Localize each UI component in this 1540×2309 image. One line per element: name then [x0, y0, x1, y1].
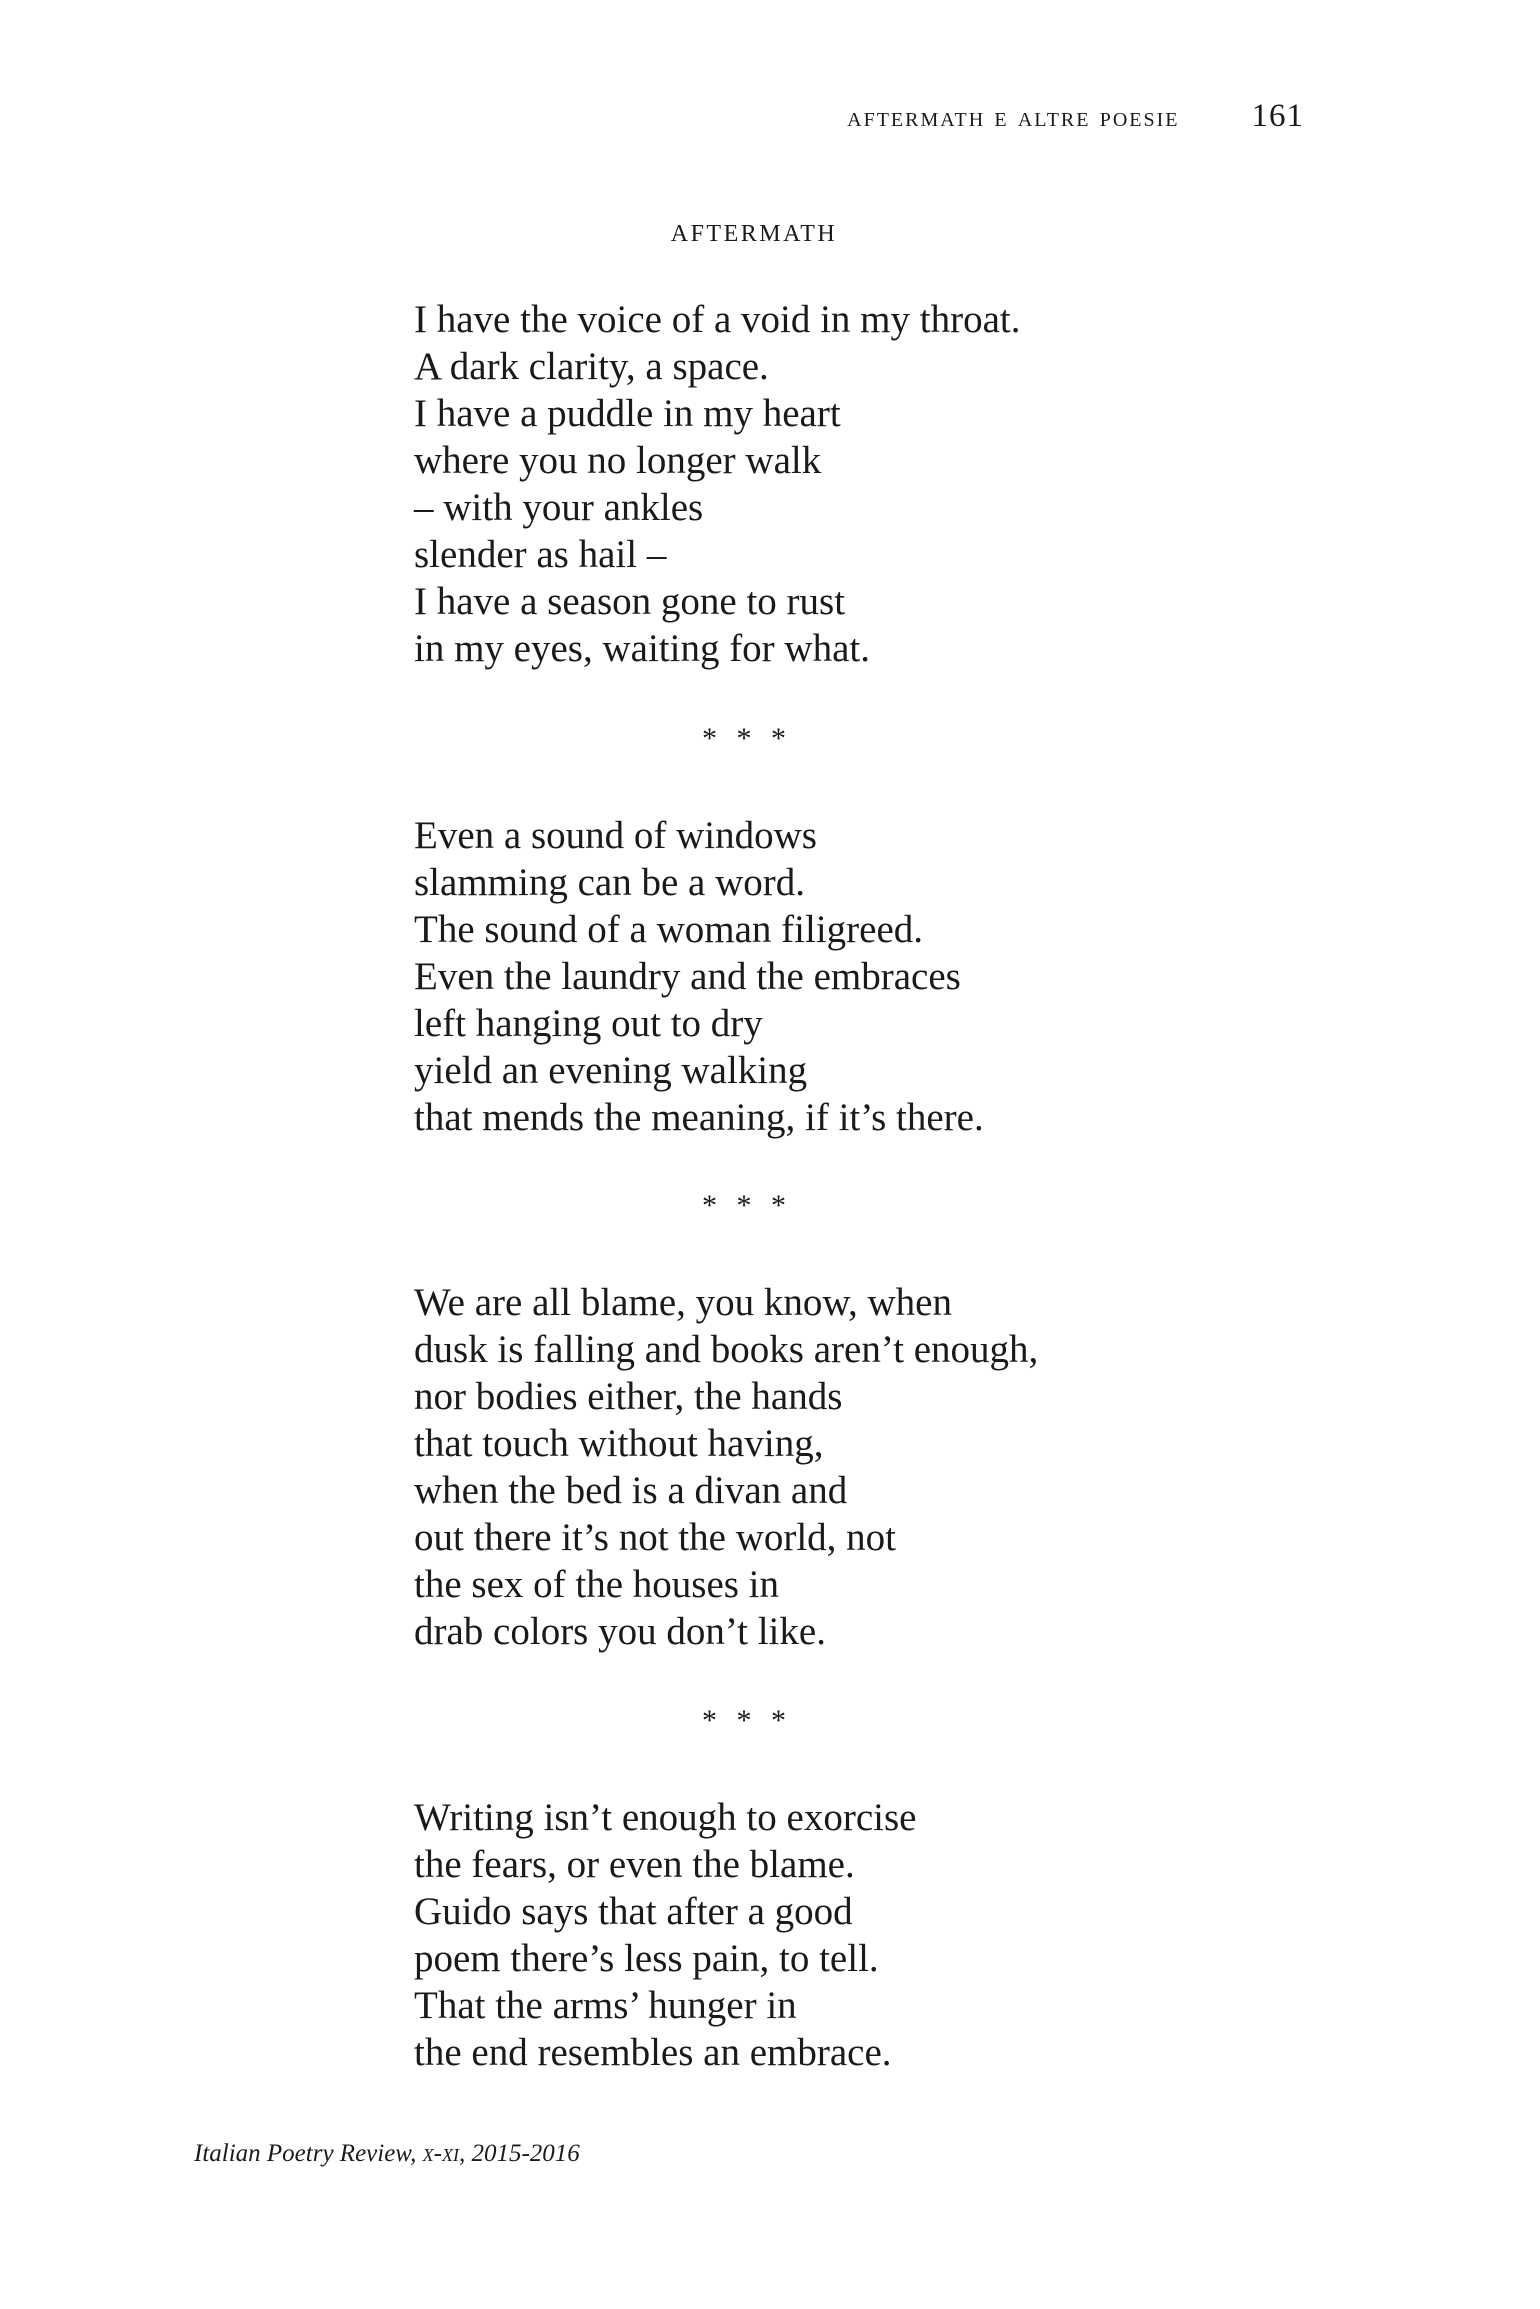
stanza-1: [414, 296, 1114, 672]
poem-line: Writing isn’t enough to exorcise: [414, 1796, 917, 1839]
poem-title: aftermath: [670, 212, 838, 249]
poem-line: slamming can be a word.: [414, 861, 805, 904]
poem-line: nor bodies either, the hands: [414, 1375, 843, 1418]
poem-line: Guido says that after a good: [414, 1890, 853, 1933]
poem-line: A dark clarity, a space.: [414, 345, 769, 388]
section-separator: * * *: [702, 722, 792, 755]
poem-line: We are all blame, you know, when: [414, 1281, 952, 1324]
poem-line: poem there’s less pain, to tell.: [414, 1937, 879, 1980]
poem-line: I have the voice of a void in my throat.: [414, 298, 1021, 341]
stanza-4: [414, 1794, 1114, 2076]
poem-line: out there it’s not the world, not: [414, 1516, 897, 1559]
poem-line: dusk is falling and books aren’t enough,: [414, 1328, 1039, 1371]
journal-years: 2015-2016: [471, 2140, 580, 2167]
poem-line: That the arms’ hunger in: [414, 1984, 797, 2027]
poem-line: that mends the meaning, if it’s there.: [414, 1096, 984, 1139]
running-header: [847, 98, 1304, 135]
poem-line: I have a puddle in my heart: [414, 392, 841, 435]
poem-line: when the bed is a divan and: [414, 1469, 848, 1512]
poem-line: in my eyes, waiting for what.: [414, 627, 870, 670]
poem-line: that touch without having,: [414, 1422, 824, 1465]
poem-line: where you no longer walk: [414, 439, 822, 482]
stanza-3: [414, 1279, 1114, 1655]
poem-line: slender as hail –: [414, 533, 667, 576]
section-separator: * * *: [702, 1189, 792, 1222]
page-number: 161: [1251, 98, 1304, 134]
poem-line: I have a season gone to rust: [414, 580, 846, 623]
poem-line: The sound of a woman filigreed.: [414, 908, 924, 951]
poem-line: left hanging out to dry: [414, 1002, 763, 1045]
poem-line: the sex of the houses in: [414, 1563, 780, 1606]
poem-line: – with your ankles: [414, 486, 704, 529]
poem-line: the end resembles an embrace.: [414, 2031, 892, 2074]
journal-name: Italian Poetry Review,: [194, 2140, 417, 2167]
poem-line: Even the laundry and the embraces: [414, 955, 961, 998]
page-footer: [194, 2140, 580, 2168]
journal-volume: x-xi,: [422, 2140, 466, 2167]
poem-line: the fears, or even the blame.: [414, 1843, 855, 1886]
poem-line: Even a sound of windows: [414, 814, 817, 857]
section-separator: * * *: [702, 1704, 792, 1737]
stanza-2: [414, 812, 1114, 1141]
running-title: aftermath e altre poesie: [847, 101, 1180, 133]
poem-line: drab colors you don’t like.: [414, 1610, 826, 1653]
poem-line: yield an evening walking: [414, 1049, 808, 1092]
